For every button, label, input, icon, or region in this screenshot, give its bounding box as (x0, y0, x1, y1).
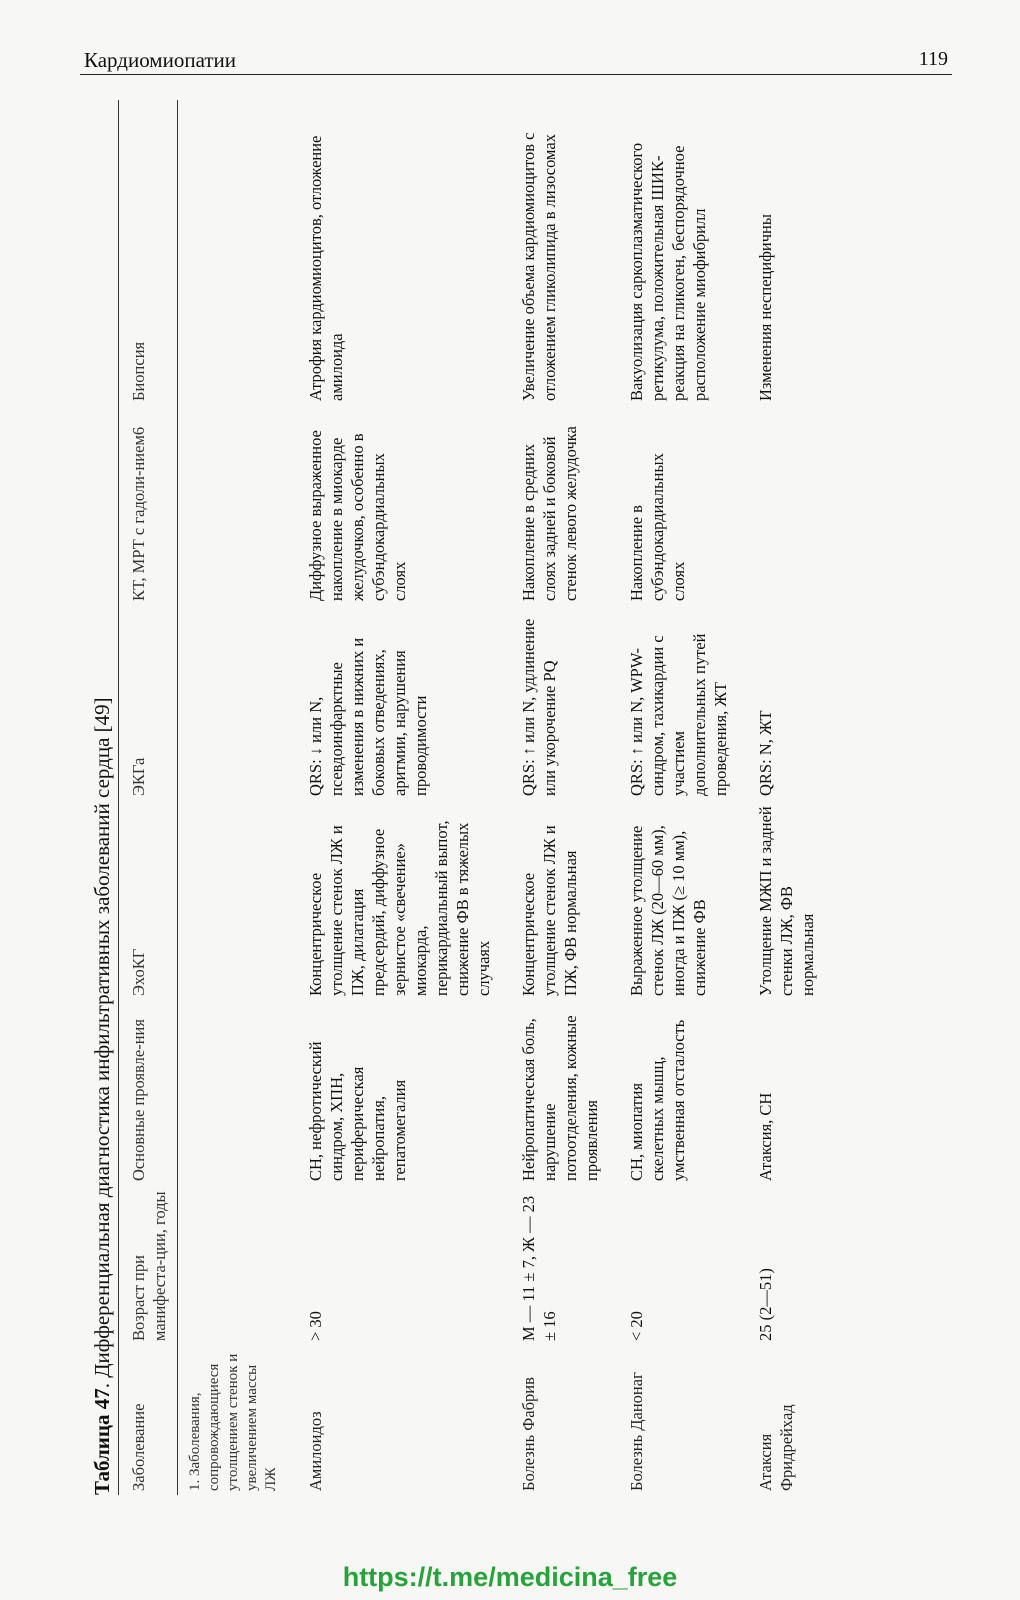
cell-age: < 20 (627, 1311, 646, 1341)
table-header-row (119, 100, 178, 1495)
cell-disease: Атаксия Фридрейхад (756, 1404, 796, 1491)
cell-mri: Диффузное выраженное накопление в миокарде желудочков, особенно в субэндокардиальных слоях (306, 430, 409, 601)
table-caption-label: Таблица 47 (90, 1388, 114, 1495)
table-row (749, 100, 836, 1495)
cell-main: Нейропатическая боль, нарушение потоотделения, кожные проявления (519, 1015, 601, 1181)
table-row (512, 100, 620, 1495)
section-row (178, 100, 300, 1495)
column-header-disease: Заболевание (119, 1345, 178, 1495)
cell-biopsy: Вакуолизация саркоплазматического ретикулума, положительная ШИК-реакция на гликоген, беспорядочное расположение миофибрилл (627, 142, 709, 401)
column-header-biopsy: Биопсия (119, 100, 178, 405)
cell-age: 25 (2—51) (756, 1268, 775, 1341)
column-header-main: Основные проявле-ния (119, 1000, 178, 1185)
page-number: 119 (918, 48, 948, 70)
cell-biopsy: Изменения неспецифичны (756, 214, 775, 401)
rotated-table-area (90, 100, 940, 1495)
section-title: 1. Заболевания, сопровождающиеся утолщением стенок и увеличением массы ЛЖ (187, 1353, 279, 1491)
cell-main: СН, миопатия скелетных мышц, умственная отсталость (627, 1019, 688, 1181)
cell-echo: Концентрическое утолщение стенок ЛЖ и ПЖ, ФВ нормальная (519, 825, 580, 996)
table-row (620, 100, 749, 1495)
cell-mri (749, 405, 836, 605)
running-header (80, 48, 952, 75)
column-header-age: Возраст при манифеста-ции, годы (119, 1185, 178, 1345)
column-header-mri: КТ, МРТ с гадоли-нием6 (119, 405, 178, 605)
cell-echo: Выраженное утолщение стенок ЛЖ (20—60 мм), иногда и ПЖ (≥ 10 мм), снижение ФВ (627, 825, 709, 996)
cell-echo: Утолщение МЖП и задней стенки ЛЖ, ФВ нормальная (756, 806, 817, 996)
column-header-ecg: ЭКГа (119, 605, 178, 800)
cell-mri: Накопление в субэндокардиальных слоях (627, 453, 688, 601)
cell-biopsy: Увеличение объема кардиомиоцитов с отложением гликолипида в лизосомах (519, 132, 559, 401)
cell-mri: Накопление в средних слоях задней и боковой стенок левого желудочка (519, 426, 580, 601)
cell-main: СН, нефротический синдром, ХПН, периферическая нейропатия, гепатомегалия (306, 1041, 409, 1181)
table-caption-text: . Дифференциальная диагностика инфильтративных заболеваний сердца [49] (90, 697, 114, 1389)
cell-biopsy: Атрофия кардиомиоцитов, отложение амилоида (306, 135, 346, 401)
column-header-echo: ЭхоКГ (119, 800, 178, 1000)
table-row (299, 100, 512, 1495)
diagnosis-table (118, 100, 836, 1495)
cell-main: Атаксия, СН (756, 1092, 775, 1181)
cell-echo: Концентрическое утолщение стенок ЛЖ и ПЖ, дилатация предсердий, диффузное зернистое «свечение» миокарда, перикардиальный выпот, снижение ФВ в тяжелых случаях (306, 820, 493, 996)
chapter-title: Кардиомиопатии (84, 48, 236, 72)
cell-ecg: QRS: N, ЖТ (756, 710, 775, 796)
cell-disease: Амилоидоз (306, 1411, 325, 1491)
cell-ecg: QRS: ↓ или N, псевдоинфарктные изменения в нижних и боковых отведениях, аритмии, нарушения проводимости (306, 637, 430, 796)
footer-link[interactable]: https://t.me/medicina_free (342, 1562, 678, 1592)
cell-age: > 30 (306, 1311, 325, 1341)
cell-disease: Болезнь Фабрив (519, 1377, 538, 1491)
cell-age: М — 11 ± 7, Ж — 23 ± 16 (519, 1195, 559, 1341)
cell-ecg: QRS: ↑ или N, удлинение или укорочение PQ (519, 618, 559, 796)
cell-disease: Болезнь Данонаг (627, 1372, 646, 1491)
cell-ecg: QRS: ↑ или N, WPW-синдром, тахикардии с участием дополнительных путей проведения, ЖТ (627, 633, 730, 796)
table-caption (90, 697, 115, 1495)
